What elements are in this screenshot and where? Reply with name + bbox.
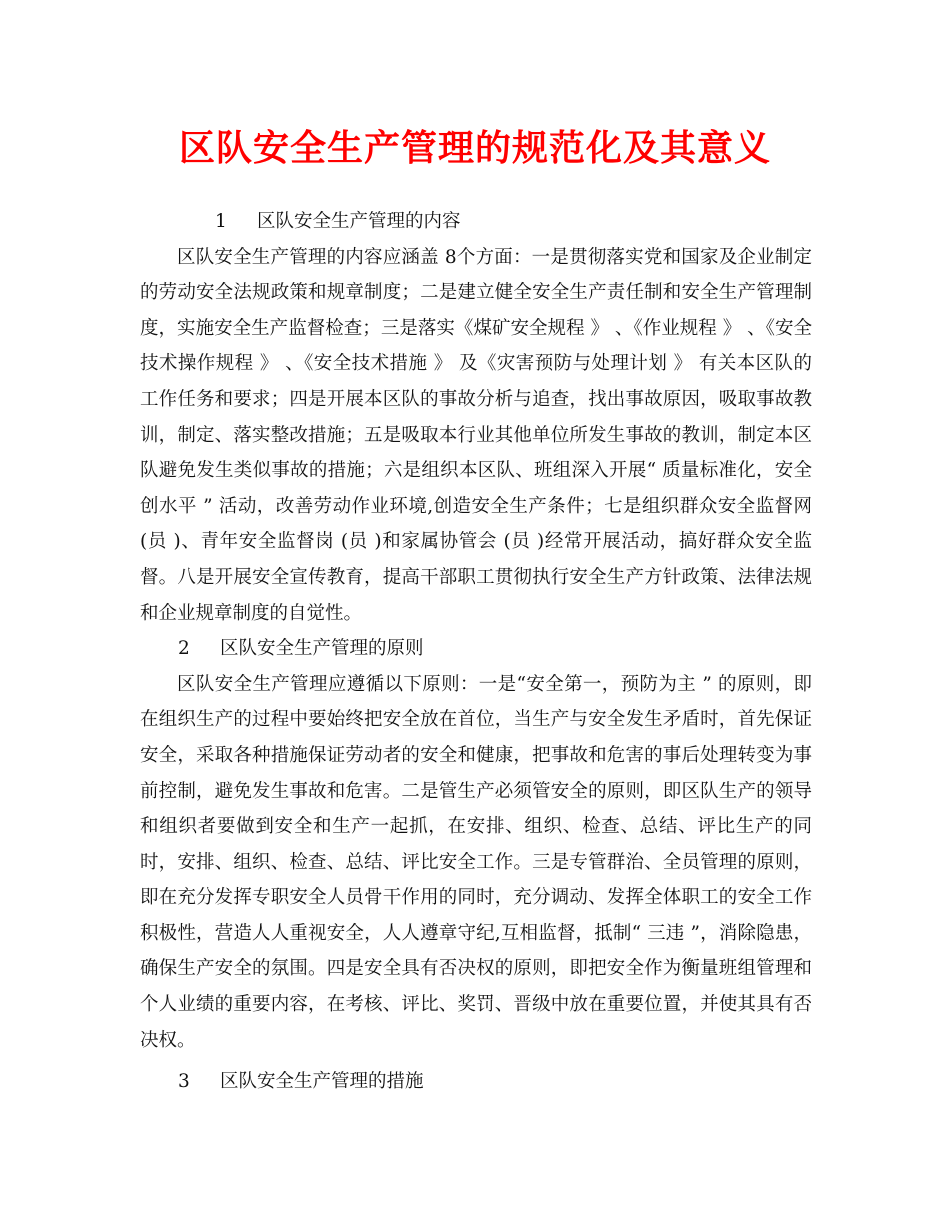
document-body: [140, 204, 812, 1100]
section-heading-text-3: 区队安全生产管理的措施: [220, 1071, 424, 1093]
section-heading-1: [140, 204, 812, 240]
section-heading-text-1: 区队安全生产管理的内容: [257, 211, 461, 232]
section-number-1: 1: [215, 211, 227, 232]
section-number-3: 3: [178, 1071, 190, 1093]
section-paragraph-2: 区队安全生产管理应遵循以下原则：一是“安全第一，预防为主 ” 的原则，即在组织生产的过程中要始终把安全放在首位，当生产与安全发生矛盾时，首先保证安全，采取各种措施保证劳动者的安全和健康，把事故和危害的事后处理转变为事前控制，避免发生事故和危害。二是管生产必须管安全的原则，即区队生产的领导和组织者要做到安全和生产一起抓，在安排、组织、检查、总结、评比生产的同时，安排、组织、检查、总结、评比安全工作。三是专管群治、全员管理的原则，即在充分发挥专职安全人员骨干作用的同时，充分调动、发挥全体职工的安全工作积极性，营造人人重视安全，人人遵章守纪,互相监督，抵制“ 三违 ”，消除隐患，确保生产安全的氛围。四是安全具有否决权的原则，即把安全作为衡量班组管理和个人业绩的重要内容，在考核、评比、奖罚、晋级中放在重要位置，并使其具有否决权。: [140, 673, 812, 1051]
section-paragraph-1: 区队安全生产管理的内容应涵盖 8个方面：一是贯彻落实党和国家及企业制定的劳动安全法规政策和规章制度；二是建立健全安全生产责任制和安全生产管理制度，实施安全生产监督检查；三是落实《煤矿安全规程 》 、《作业规程 》 、《安全技术操作规程 》 、《安全技术措施 》 及《灾害预防与处理计划 》 有关本区队的工作任务和要求；四是开展本区队的事故分析与追查，找出事故原因，吸取事故教训，制定、落实整改措施；五是吸取本行业其他单位所发生事故的教训，制定本区队避免发生类似事故的措施；六是组织本区队、班组深入开展“ 质量标准化，安全创水平 ” 活动，改善劳动作业环境,创造安全生产条件；七是组织群众安全监督网 (员 )、青年安全监督岗 (员 )和家属协管会 (员 )经常开展活动，搞好群众安全监督。八是开展安全宣传教育，提高干部职工贯彻执行安全生产方针政策、法律法规和企业规章制度的自觉性。: [140, 246, 812, 624]
section-heading-text-2: 区队安全生产管理的原则: [220, 638, 424, 660]
section-heading-2: [140, 631, 812, 667]
document-title: 区队安全生产管理的规范化及其意义: [178, 128, 771, 169]
section-heading-3: [140, 1064, 812, 1100]
section-number-2: 2: [178, 638, 190, 660]
